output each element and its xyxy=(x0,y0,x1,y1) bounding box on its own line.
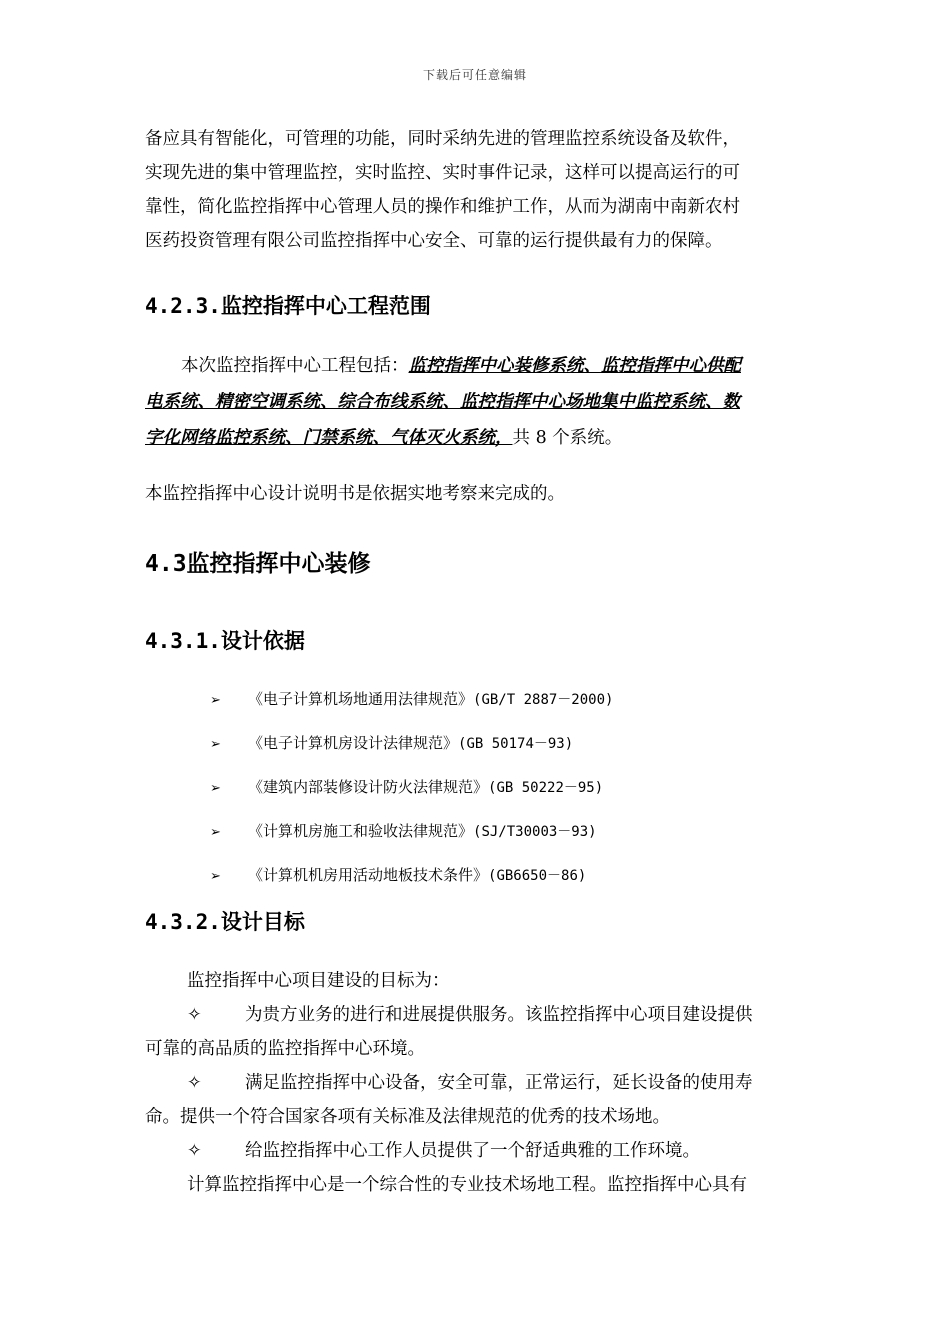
heading-number: 4.3 xyxy=(145,551,187,577)
arrow-bullet-icon: ➢ xyxy=(210,869,221,884)
scope-systems-line2: 电系统、精密空调系统、综合布线系统、监控指挥中心场地集中监控系统、数 xyxy=(145,392,740,412)
reference-name: 《电子计算机房设计法律规范》 xyxy=(248,734,459,752)
goal-text: 为贵方业务的进行和进展提供服务。该监控指挥中心项目建设提供 xyxy=(245,1005,753,1025)
heading-4-2-3 xyxy=(145,290,431,320)
heading-number: 4.2.3. xyxy=(145,294,221,318)
diamond-bullet-icon: ✧ xyxy=(187,1005,202,1025)
reference-code: (GB 50174－93) xyxy=(458,736,574,752)
reference-item xyxy=(210,732,573,753)
scope-paragraph xyxy=(145,348,810,456)
goal-text: 给监控指挥中心工作人员提供了一个舒适典雅的工作环境。 xyxy=(245,1141,700,1161)
heading-number: 4.3.2. xyxy=(145,910,221,934)
basis-note xyxy=(145,478,810,510)
reference-code: (GB/T 2887－2000) xyxy=(473,692,614,708)
goal-text: 命。提供一个符合国家各项有关标准及法律规范的优秀的技术场地。 xyxy=(145,1107,670,1127)
intro-line: 医药投资管理有限公司监控指挥中心安全、可靠的运行提供最有力的保障。 xyxy=(145,231,723,251)
heading-title: 设计依据 xyxy=(220,629,305,653)
reference-item xyxy=(210,688,613,709)
arrow-bullet-icon: ➢ xyxy=(210,781,221,796)
heading-number: 4.3.1. xyxy=(145,629,221,653)
basis-note-text: 本监控指挥中心设计说明书是依据实地考察来完成的。 xyxy=(145,484,565,504)
reference-item xyxy=(210,820,597,841)
reference-item xyxy=(210,776,603,797)
reference-item xyxy=(210,864,586,885)
arrow-bullet-icon: ➢ xyxy=(210,825,221,840)
arrow-bullet-icon: ➢ xyxy=(210,737,221,752)
intro-line: 备应具有智能化，可管理的功能，同时采纳先进的管理监控系统设备及软件， xyxy=(145,129,740,149)
scope-systems-line1: 监控指挥中心装修系统、监控指挥中心供配 xyxy=(408,356,741,376)
diamond-bullet-icon: ✧ xyxy=(187,1073,202,1093)
goal-text: 可靠的高品质的监控指挥中心环境。 xyxy=(145,1039,425,1059)
goals-lead: 监控指挥中心项目建设的目标为： xyxy=(187,971,450,991)
intro-line: 实现先进的集中管理监控，实时监控、实时事件记录，这样可以提高运行的可 xyxy=(145,163,740,183)
scope-lead: 本次监控指挥中心工程包括： xyxy=(181,356,409,376)
heading-title: 监控指挥中心工程范围 xyxy=(220,294,431,318)
scope-tail: 共 8 个系统。 xyxy=(512,428,623,448)
goals-block xyxy=(145,964,810,1202)
intro-paragraph xyxy=(145,122,810,258)
reference-name: 《电子计算机场地通用法律规范》 xyxy=(248,690,474,708)
heading-title: 监控指挥中心装修 xyxy=(186,551,371,577)
reference-name: 《计算机机房用活动地板技术条件》 xyxy=(248,866,489,884)
reference-name: 《计算机房施工和验收法律规范》 xyxy=(248,822,474,840)
goal-text: 满足监控指挥中心设备，安全可靠，正常运行，延长设备的使用寿 xyxy=(245,1073,753,1093)
heading-4-3-1 xyxy=(145,625,305,655)
intro-line: 靠性，简化监控指挥中心管理人员的操作和维护工作，从而为湖南中南新农村 xyxy=(145,197,740,217)
diamond-bullet-icon: ✧ xyxy=(187,1141,202,1161)
heading-4-3-2 xyxy=(145,906,305,936)
page-header: 下载后可任意编辑 xyxy=(422,68,527,82)
heading-4-3 xyxy=(145,545,371,578)
arrow-bullet-icon: ➢ xyxy=(210,693,221,708)
reference-code: (GB6650－86) xyxy=(488,868,587,884)
closing-text: 计算监控指挥中心是一个综合性的专业技术场地工程。监控指挥中心具有 xyxy=(187,1175,747,1195)
scope-systems-line3: 字化网络监控系统、门禁系统、气体灭火系统， xyxy=(145,428,513,448)
heading-title: 设计目标 xyxy=(220,910,305,934)
reference-name: 《建筑内部装修设计防火法律规范》 xyxy=(248,778,489,796)
reference-code: (SJ/T30003－93) xyxy=(473,824,597,840)
reference-code: (GB 50222－95) xyxy=(488,780,604,796)
